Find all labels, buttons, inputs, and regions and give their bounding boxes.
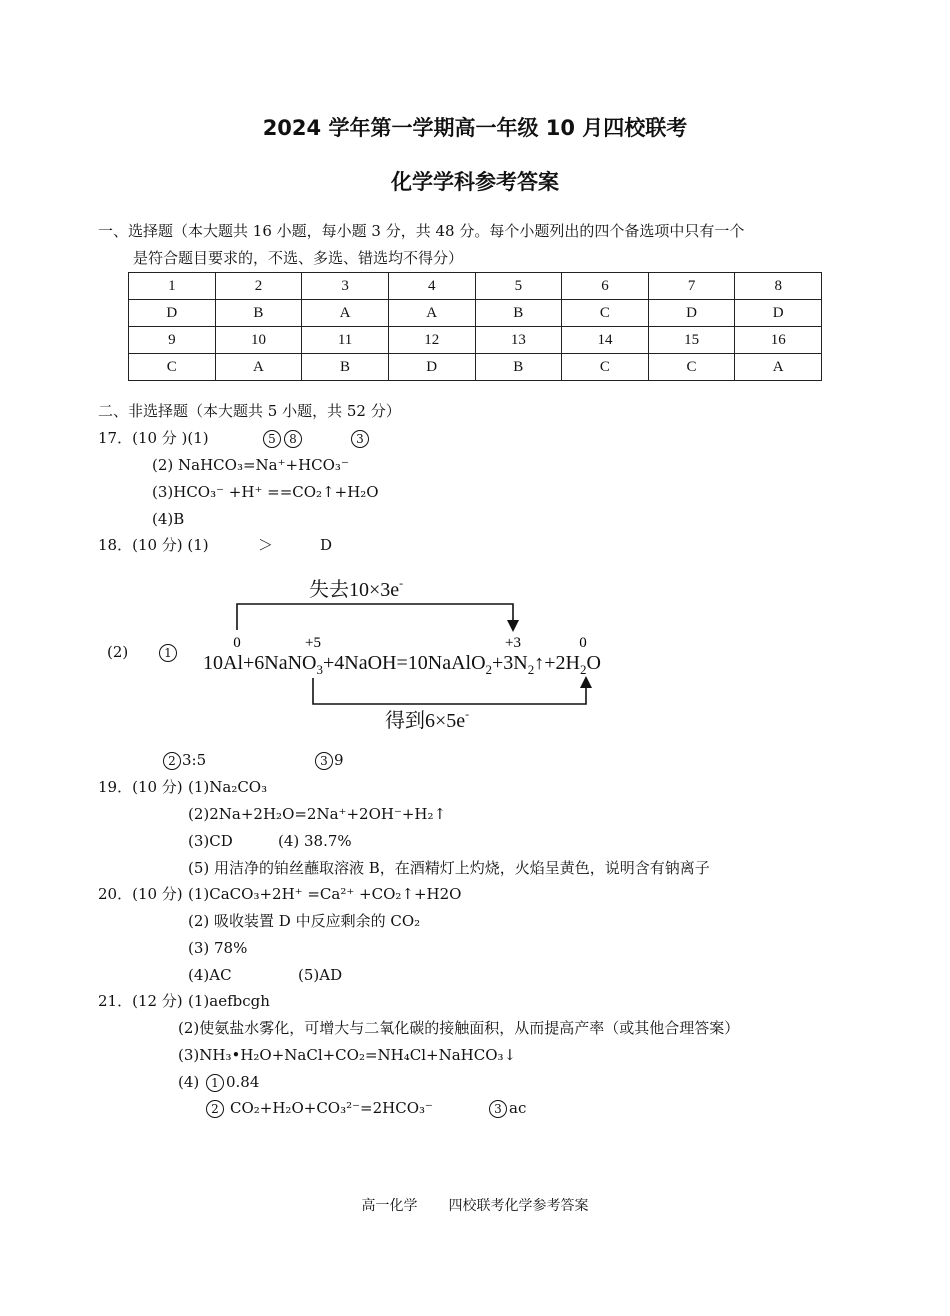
q21-answer-3: ac bbox=[509, 1099, 527, 1117]
answer-table-row bbox=[129, 300, 822, 327]
ox-state-n2: 0 bbox=[579, 635, 587, 651]
lose-bracket bbox=[237, 604, 513, 630]
answer-table-cell: A bbox=[388, 300, 475, 327]
ox-state-n-nitrate: +5 bbox=[305, 635, 321, 651]
answer-table-cell: 2 bbox=[215, 273, 302, 300]
q19-part5: (5) 用洁净的铂丝蘸取溶液 B，在酒精灯上灼烧，火焰呈黄色，说明含有钠离子 bbox=[188, 859, 710, 877]
answer-table-cell: D bbox=[648, 300, 735, 327]
answer-table-cell: A bbox=[215, 354, 302, 381]
answer-table-cell: 13 bbox=[475, 327, 562, 354]
gain-bracket bbox=[313, 678, 586, 704]
answer-table-cell: 8 bbox=[735, 273, 822, 300]
answer-table-cell: D bbox=[129, 300, 216, 327]
ox-state-al-product: +3 bbox=[505, 635, 521, 651]
ox-state-al: 0 bbox=[233, 635, 241, 651]
q21-circle-3: 3 bbox=[489, 1100, 507, 1118]
q18-part2-circle-3: 3 bbox=[315, 752, 333, 770]
section1-instructions-line2: 是符合题目要求的，不选、多选、错选均不得分） bbox=[133, 249, 464, 267]
answer-table-cell: B bbox=[475, 300, 562, 327]
answer-table-cell: 3 bbox=[302, 273, 389, 300]
q20-number: 20．(10 分) bbox=[98, 885, 183, 903]
answer-table-cell: A bbox=[302, 300, 389, 327]
answer-table-cell: C bbox=[562, 300, 649, 327]
answer-table-cell: C bbox=[562, 354, 649, 381]
answer-table-cell: 15 bbox=[648, 327, 735, 354]
q19-part2: (2)2Na+2H₂O=2Na⁺+2OH⁻+H₂↑ bbox=[188, 805, 447, 823]
q19-part3: (3)CD bbox=[188, 832, 233, 850]
q18-part2-circle-1: 1 bbox=[159, 644, 177, 662]
q20-part3: (3) 78% bbox=[188, 939, 248, 957]
answer-table-cell: 6 bbox=[562, 273, 649, 300]
answer-table-cell: D bbox=[735, 300, 822, 327]
answer-table-cell: B bbox=[475, 354, 562, 381]
q18-part2-circle-2: 2 bbox=[163, 752, 181, 770]
q18-answer-1: ＞ bbox=[258, 536, 274, 554]
answer-table-cell: 10 bbox=[215, 327, 302, 354]
q20-part4: (4)AC bbox=[188, 966, 232, 984]
q18-part2-answer-3: 9 bbox=[334, 751, 344, 769]
page-footer bbox=[0, 1195, 950, 1215]
q18-part2-answer-2: 3:5 bbox=[182, 751, 207, 769]
footer-subject: 高一化学 bbox=[361, 1198, 418, 1214]
q17-part3: (3)HCO₃⁻ +H⁺ ==CO₂↑+H₂O bbox=[152, 483, 379, 501]
q20-part2: (2) 吸收装置 D 中反应剩余的 CO₂ bbox=[188, 912, 421, 930]
answer-table-cell: 12 bbox=[388, 327, 475, 354]
q17-circle-8: 8 bbox=[284, 430, 302, 448]
footer-doc-name: 四校联考化学参考答案 bbox=[448, 1198, 589, 1214]
q17-part4: (4)B bbox=[152, 510, 185, 528]
q17-circle-5: 5 bbox=[263, 430, 281, 448]
answer-table-cell: C bbox=[129, 354, 216, 381]
page-subtitle: 化学学科参考答案 bbox=[391, 170, 559, 194]
q21-part2: (2)使氨盐水雾化，可增大与二氧化碳的接触面积，从而提高产率（或其他合理答案） bbox=[178, 1019, 740, 1037]
q18-number: 18．(10 分) (1) bbox=[98, 536, 209, 554]
q17-circle-3: 3 bbox=[351, 430, 369, 448]
answer-table-cell: 14 bbox=[562, 327, 649, 354]
answer-table-cell: 1 bbox=[129, 273, 216, 300]
section2-header: 二、非选择题（本大题共 5 小题，共 52 分） bbox=[98, 402, 401, 420]
q21-part1: (1)aefbcgh bbox=[188, 992, 270, 1010]
answer-table-row bbox=[129, 327, 822, 354]
q21-part4-label: (4) bbox=[178, 1073, 200, 1091]
lose-arrow-head bbox=[507, 620, 519, 632]
q21-circle-1: 1 bbox=[206, 1074, 224, 1092]
q19-number: 19．(10 分) bbox=[98, 778, 183, 796]
q19-part1: (1)Na₂CO₃ bbox=[188, 778, 268, 796]
q17-number: 17．(10 分 )(1) bbox=[98, 429, 209, 447]
q21-circle-2: 2 bbox=[206, 1100, 224, 1118]
answer-table bbox=[128, 272, 822, 381]
answer-table-row bbox=[129, 354, 822, 381]
section1-instructions-line1: 一、选择题（本大题共 16 小题，每小题 3 分，共 48 分。每个小题列出的四个备选项中只有一个 bbox=[98, 222, 745, 240]
answer-table-row bbox=[129, 273, 822, 300]
electron-lost-label: 失去10×3e- bbox=[309, 576, 404, 601]
q20-part1: (1)CaCO₃+2H⁺ =Ca²⁺ +CO₂↑+H2O bbox=[188, 885, 462, 903]
page-title: 2024 学年第一学期高一年级 10 月四校联考 bbox=[262, 116, 688, 140]
q19-part4: (4) 38.7% bbox=[278, 832, 352, 850]
answer-table-cell: 7 bbox=[648, 273, 735, 300]
answer-table-cell: B bbox=[215, 300, 302, 327]
answer-table-cell: 11 bbox=[302, 327, 389, 354]
q18-answer-2: D bbox=[320, 536, 333, 554]
q21-answer-1: 0.84 bbox=[226, 1073, 260, 1091]
answer-table-cell: 9 bbox=[129, 327, 216, 354]
q21-answer-2: CO₂+H₂O+CO₃²⁻=2HCO₃⁻ bbox=[230, 1099, 433, 1117]
q21-number: 21．(12 分) bbox=[98, 992, 183, 1010]
q18-part2-label: (2) bbox=[107, 643, 129, 661]
answer-table-cell: A bbox=[735, 354, 822, 381]
redox-equation: $10Al+6NaNO_3+4NaOH=10NaAlO_2+3N_2↑+2H_2O$ bbox=[203, 652, 601, 677]
q20-part5: (5)AD bbox=[298, 966, 343, 984]
electron-transfer-diagram bbox=[195, 570, 705, 740]
answer-table-cell: C bbox=[648, 354, 735, 381]
answer-table-cell: 16 bbox=[735, 327, 822, 354]
answer-table-cell: B bbox=[302, 354, 389, 381]
gain-arrow-head bbox=[580, 676, 592, 688]
electron-gained-label: 得到6×5e- bbox=[385, 707, 470, 732]
answer-table-cell: 5 bbox=[475, 273, 562, 300]
answer-table-cell: 4 bbox=[388, 273, 475, 300]
q21-part3: (3)NH₃•H₂O+NaCl+CO₂=NH₄Cl+NaHCO₃↓ bbox=[178, 1046, 517, 1064]
q17-part2: (2) NaHCO₃=Na⁺+HCO₃⁻ bbox=[152, 456, 349, 474]
answer-table-cell: D bbox=[388, 354, 475, 381]
